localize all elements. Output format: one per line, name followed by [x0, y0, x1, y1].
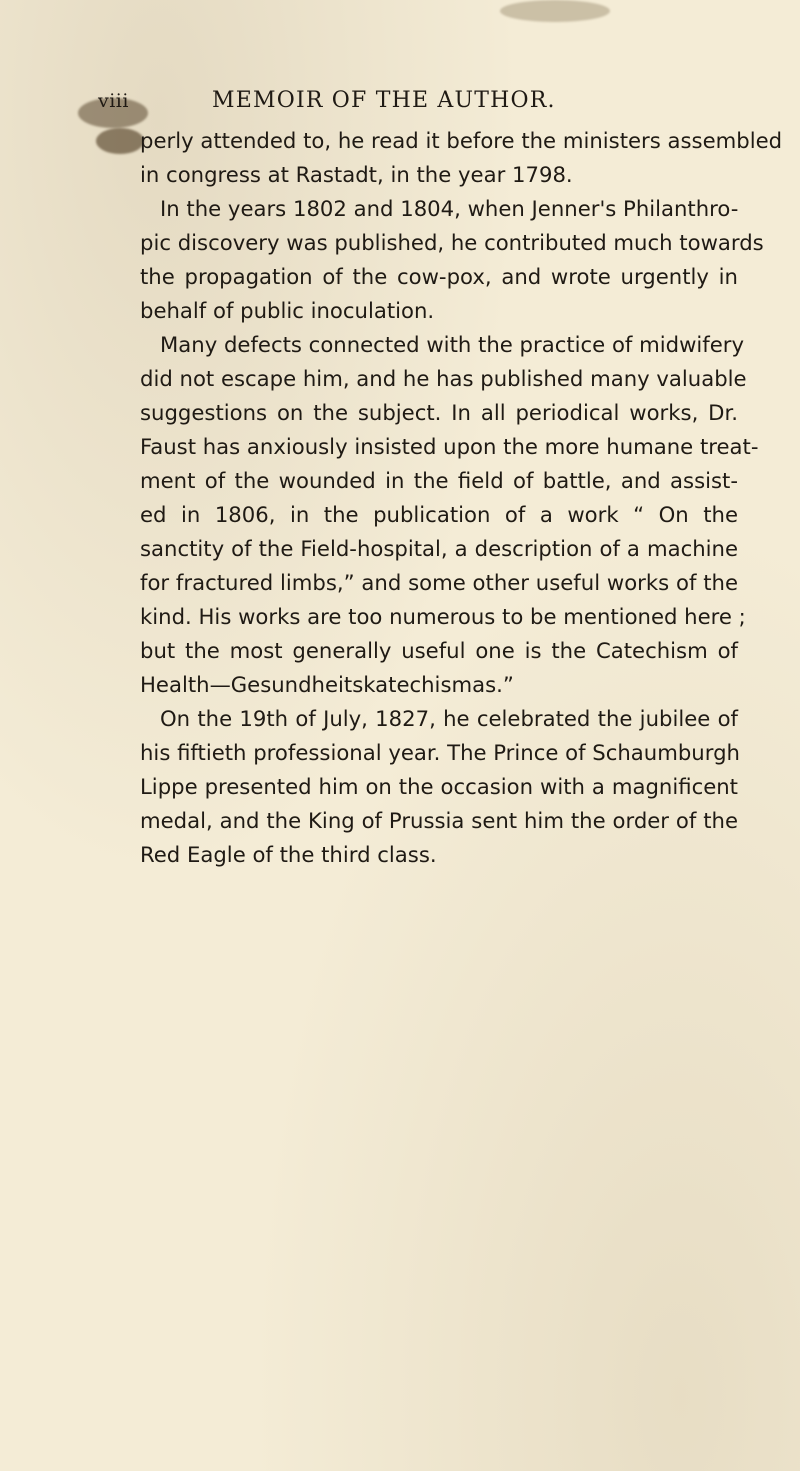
- text-line: did not escape him, and he has published many valuable: [140, 366, 747, 391]
- paragraph-2: [140, 192, 764, 328]
- text-line: In the years 1802 and 1804, when Jenner's Philanthro-: [160, 196, 739, 221]
- paragraph-4: [140, 702, 738, 872]
- text-line: sanctity of the Field-hospital, a description of a machine: [140, 536, 738, 561]
- text-line: medal, and the King of Prussia sent him the order of the: [140, 808, 738, 833]
- text-line: kind. His works are too numerous to be mentioned here ;: [140, 604, 746, 629]
- ink-stain-margin: [96, 128, 144, 154]
- paragraph-3: [140, 328, 759, 702]
- text-line: On the 19th of July, 1827, he celebrated the jubilee of: [160, 706, 738, 731]
- page-header: [0, 86, 800, 122]
- ink-stain-top-right: [500, 0, 610, 22]
- text-line: pic discovery was published, he contributed much towards: [140, 230, 764, 255]
- text-line: in congress at Rastadt, in the year 1798.: [140, 162, 573, 187]
- running-title: MEMOIR OF THE AUTHOR.: [212, 88, 556, 113]
- paragraph-1: [140, 124, 783, 192]
- text-line: Many defects connected with the practice of midwifery: [160, 332, 745, 357]
- text-line: Lippe presented him on the occasion with a magnificent: [140, 774, 738, 799]
- text-line: Faust has anxiously insisted upon the more humane treat-: [140, 434, 759, 459]
- text-line: his fiftieth professional year. The Prince of Schaumburgh: [140, 740, 740, 765]
- text-line: suggestions on the subject. In all periodical works, Dr.: [140, 400, 738, 425]
- text-line: Red Eagle of the third class.: [140, 842, 437, 867]
- text-line: behalf of public inoculation.: [140, 298, 435, 323]
- body-text: [140, 124, 783, 872]
- text-line: for fractured limbs,” and some other useful works of the: [140, 570, 738, 595]
- page-number: viii: [98, 90, 129, 112]
- text-line: the propagation of the cow-pox, and wrote urgently in: [140, 264, 738, 289]
- text-line: perly attended to, he read it before the ministers assembled: [140, 128, 783, 153]
- text-line: Health—Gesundheitskatechismas.”: [140, 672, 514, 697]
- text-line: but the most generally useful one is the Catechism of: [140, 638, 738, 663]
- text-line: ed in 1806, in the publication of a work “ On the: [140, 502, 738, 527]
- text-line: ment of the wounded in the field of battle, and assist-: [140, 468, 738, 493]
